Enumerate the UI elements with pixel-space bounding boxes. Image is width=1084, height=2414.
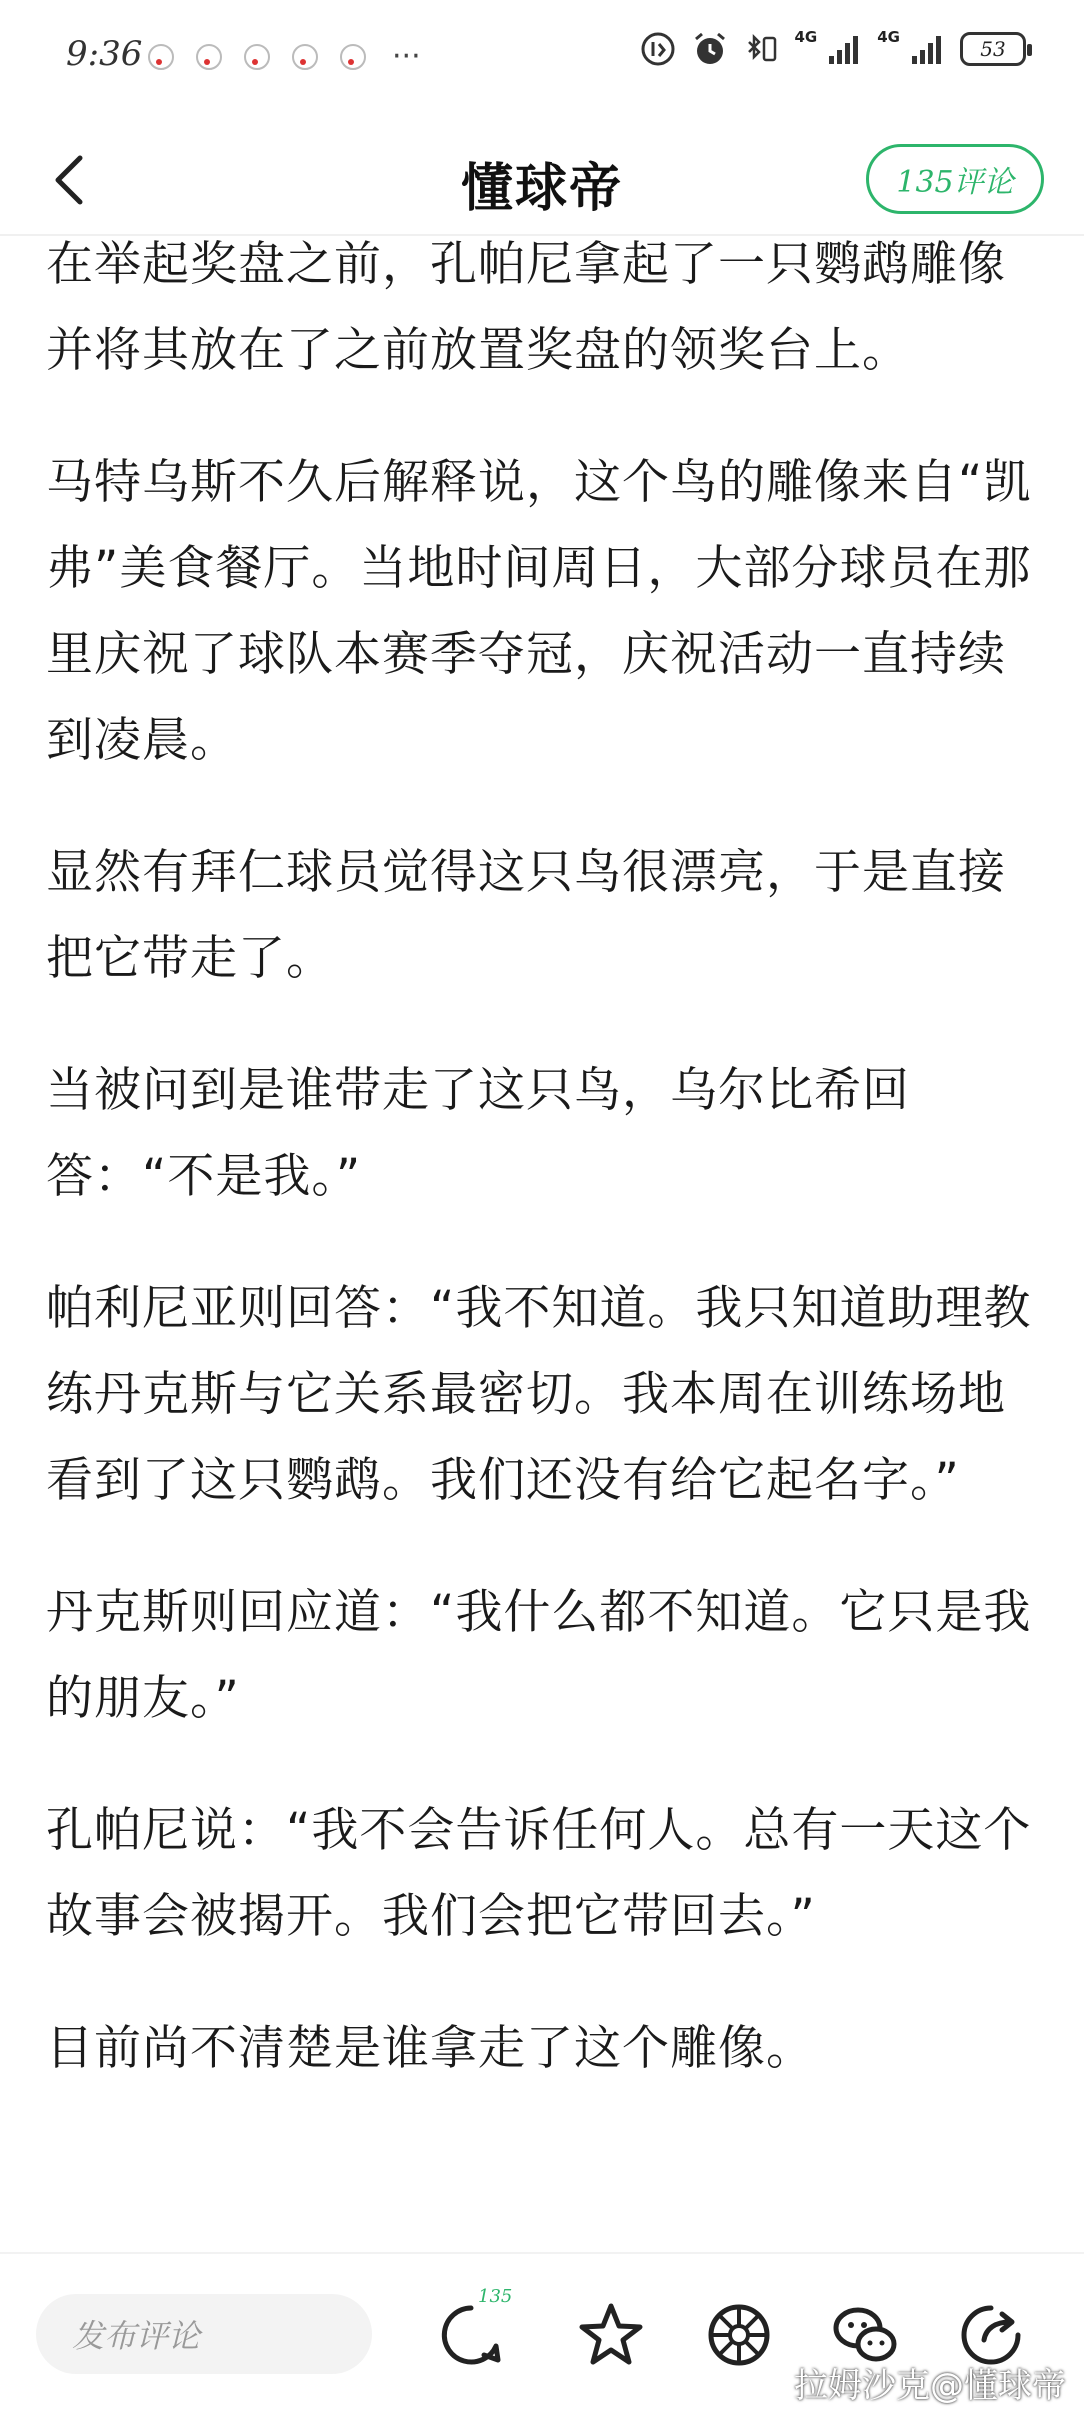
- network-label-1: 4G: [794, 28, 818, 46]
- battery-icon: 53: [960, 32, 1026, 66]
- notification-icon: [148, 44, 174, 70]
- article-paragraph: 目前尚不清楚是谁拿走了这个雕像。: [46, 2021, 814, 2076]
- article-paragraph: 孔帕尼说：“我不会告诉任何人。总有一天这个故事会被揭开。我们会把它带回去。”: [46, 1803, 1032, 1944]
- page-title: 懂球帝: [460, 159, 623, 219]
- status-time: 9:36: [66, 34, 143, 74]
- comment-input[interactable]: 发布评论: [36, 2294, 372, 2374]
- notification-icon: [244, 44, 270, 70]
- notification-icon: [340, 44, 366, 70]
- more-notifications-icon: ···: [392, 39, 421, 74]
- notification-icon: [196, 44, 222, 70]
- article-paragraph: 丹克斯则回应道：“我什么都不知道。它只是我的朋友。”: [46, 1585, 1032, 1726]
- article-paragraph: 显然有拜仁球员觉得这只鸟很漂亮，于是直接把它带走了。: [46, 845, 1006, 986]
- article-paragraph: 马特乌斯不久后解释说，这个鸟的雕像来自“凯弗”美食餐厅。当地时间周日，大部分球员在那里庆祝了球队本赛季夺冠，庆祝活动一直持续到凌晨。: [46, 455, 1032, 768]
- data-saver-icon: [639, 30, 677, 68]
- article-paragraph: 在举起奖盘之前，孔帕尼拿起了一只鹦鹉雕像并将其放在了之前放置奖盘的领奖台上。: [46, 237, 1006, 378]
- comments-button[interactable]: 135评论: [866, 144, 1044, 214]
- article-body: [46, 222, 1046, 2252]
- network-label-2: 4G: [877, 28, 900, 46]
- comment-icon[interactable]: [436, 2300, 506, 2370]
- bottom-action-bar: [0, 2252, 1084, 2414]
- moments-icon[interactable]: [704, 2300, 774, 2370]
- bluetooth-vibrate-icon: [743, 30, 781, 68]
- alarm-icon: [691, 30, 729, 68]
- notification-icon: [292, 44, 318, 70]
- signal-icon: [825, 30, 863, 68]
- notification-icons: [148, 39, 421, 74]
- star-icon[interactable]: [576, 2300, 646, 2370]
- article-paragraph: 当被问到是谁带走了这只鸟，乌尔比希回答：“不是我。”: [46, 1063, 910, 1204]
- article-paragraph: 帕利尼亚则回答：“我不知道。我只知道助理教练丹克斯与它关系最密切。我本周在训练场地看到了这只鹦鹉。我们还没有给它起名字。”: [46, 1281, 1032, 1508]
- watermark: 拉姆沙克@懂球帝: [794, 2366, 1066, 2406]
- status-bar: [0, 0, 1084, 110]
- status-right: [639, 30, 1027, 68]
- signal-icon: [908, 30, 946, 68]
- comment-count: 135: [478, 2286, 513, 2307]
